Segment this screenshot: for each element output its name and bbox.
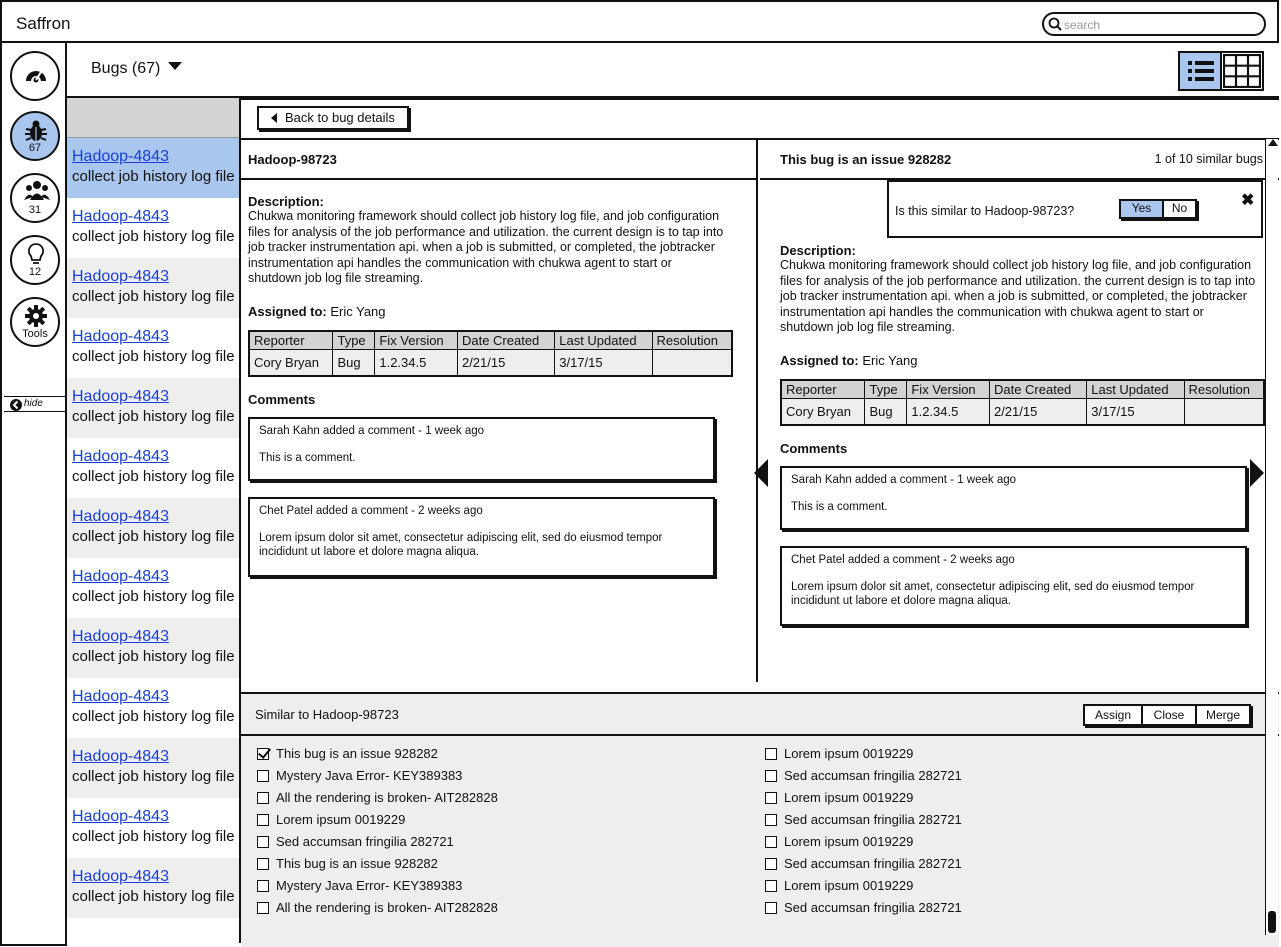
similar-bug-checkbox[interactable] xyxy=(257,858,269,870)
bug-id-link[interactable]: Hadoop-4843 xyxy=(72,448,169,465)
bug-list-item[interactable] xyxy=(67,498,239,558)
bug-list-header xyxy=(67,98,239,138)
similar-bug-item[interactable] xyxy=(257,900,498,918)
bug-summary: collect job history log file xyxy=(72,528,235,545)
comment-card xyxy=(780,466,1247,530)
hide-label: hide xyxy=(24,398,43,409)
nav-people-button[interactable] xyxy=(10,173,60,223)
comment-header: Chet Patel added a comment - 2 weeks ago xyxy=(791,554,1015,566)
similar-bug-label: This bug is an issue 928282 xyxy=(276,746,438,761)
action-button-group xyxy=(1083,704,1251,726)
nav-tools-button[interactable] xyxy=(10,297,60,347)
similar-bug-checkbox[interactable] xyxy=(257,814,269,826)
similar-bug-label: All the rendering is broken- AIT282828 xyxy=(276,790,498,805)
table-cell: Bug xyxy=(865,399,907,425)
similar-bug-checkbox[interactable] xyxy=(257,880,269,892)
header-cell: Reporter xyxy=(781,380,865,399)
people-count: 31 xyxy=(28,204,42,216)
chevron-left-icon xyxy=(10,399,22,411)
search-icon xyxy=(1048,17,1062,31)
bug-summary: collect job history log file xyxy=(72,288,235,305)
bug-list-item[interactable] xyxy=(67,798,239,858)
similar-bug-label: Mystery Java Error- KEY389383 xyxy=(276,878,463,893)
similar-bug-label: Sed accumsan fringilia 282721 xyxy=(276,834,454,849)
header-bar xyxy=(67,43,1279,98)
search-box[interactable] xyxy=(1042,12,1266,36)
bug-list-item[interactable] xyxy=(67,318,239,378)
bug-id-link[interactable]: Hadoop-4843 xyxy=(72,628,169,645)
comments-label: Comments xyxy=(248,392,316,407)
comment-body: Lorem ipsum dolor sit amet, consectetur adipiscing elit, sed do eiusmod tempor incididunt ut labore et dolore magna aliqua. xyxy=(259,532,663,558)
table-cell: 2/21/15 xyxy=(457,350,554,376)
bug-list-item[interactable] xyxy=(67,378,239,438)
description-label: Description: xyxy=(248,194,324,209)
detail-pane xyxy=(241,98,1279,946)
header-cell: Last Updated xyxy=(1087,380,1184,399)
table-cell xyxy=(652,350,732,376)
similar-bug-checkbox[interactable] xyxy=(257,902,269,914)
view-toggle xyxy=(1178,51,1264,91)
tools-label: Tools xyxy=(22,328,48,340)
header-cell: Fix Version xyxy=(375,331,458,350)
grid-icon xyxy=(1223,54,1261,88)
assignee-name: Eric Yang xyxy=(862,353,918,368)
header-cell: Fix Version xyxy=(907,380,990,399)
similar-bug-checkbox[interactable] xyxy=(257,836,269,848)
similar-bug-item[interactable] xyxy=(765,746,913,764)
similar-bug-label: Lorem ipsum 0019229 xyxy=(784,746,914,761)
bug-list-item[interactable] xyxy=(67,738,239,798)
bug-list-item[interactable] xyxy=(67,138,239,198)
bug-list-item[interactable] xyxy=(67,198,239,258)
people-icon xyxy=(24,180,50,202)
divider xyxy=(241,178,756,180)
similar-bug-label: Sed accumsan fringilia 282721 xyxy=(784,768,962,783)
yes-no-toggle xyxy=(1119,199,1197,219)
table-header-row xyxy=(781,380,1264,399)
similar-bugs-title: Similar to Hadoop-98723 xyxy=(255,707,399,722)
bug-id-link[interactable]: Hadoop-4843 xyxy=(72,868,169,885)
similar-bug-checkbox[interactable] xyxy=(765,748,777,760)
similar-bug-checkbox[interactable] xyxy=(765,902,777,914)
similar-count: 1 of 10 similar bugs xyxy=(1154,152,1263,166)
bug-list-item[interactable] xyxy=(67,678,239,738)
similar-bug-item[interactable] xyxy=(765,834,913,852)
similar-bug-item[interactable] xyxy=(257,768,462,786)
back-to-bug-details-button[interactable] xyxy=(257,106,409,130)
similar-bug-checkbox[interactable] xyxy=(765,880,777,892)
table-cell xyxy=(1184,399,1264,425)
similar-bug-label: Sed accumsan fringilia 282721 xyxy=(784,856,962,871)
bug-id-link[interactable]: Hadoop-4843 xyxy=(72,808,169,825)
comment-header: Sarah Kahn added a comment - 1 week ago xyxy=(259,425,485,437)
dashboard-icon xyxy=(24,64,48,88)
bug-summary: collect job history log file xyxy=(72,888,235,905)
grid-view-button[interactable] xyxy=(1222,53,1262,89)
similar-bug-checkbox[interactable] xyxy=(257,748,269,760)
comment-header: Sarah Kahn added a comment - 1 week ago xyxy=(791,474,1017,486)
bug-summary: collect job history log file xyxy=(72,228,235,245)
similar-bug-item[interactable] xyxy=(257,856,438,874)
similar-bug-item[interactable] xyxy=(257,790,498,808)
current-bug-title: Hadoop-98723 xyxy=(248,152,337,167)
top-bar xyxy=(0,0,1279,43)
bug-meta-table xyxy=(780,379,1265,426)
bug-meta-table xyxy=(248,330,733,377)
header-cell: Last Updated xyxy=(555,331,652,350)
similar-bug-item[interactable] xyxy=(765,878,913,896)
similar-bug-checkbox[interactable] xyxy=(765,814,777,826)
current-bug-column xyxy=(241,140,758,682)
assigned-label: Assigned to: xyxy=(248,304,327,319)
table-cell: Cory Bryan xyxy=(781,399,865,425)
similar-bug-item[interactable] xyxy=(765,856,962,874)
bug-summary: collect job history log file xyxy=(72,468,235,485)
nav-ideas-button[interactable] xyxy=(10,235,60,285)
similar-bug-checkbox[interactable] xyxy=(765,792,777,804)
table-cell: 2/21/15 xyxy=(989,399,1086,425)
similar-bug-checkbox[interactable] xyxy=(765,770,777,782)
scroll-thumb[interactable] xyxy=(1268,911,1276,933)
bugs-dropdown[interactable] xyxy=(91,60,182,78)
description-label: Description: xyxy=(780,243,856,258)
similar-bug-checkbox[interactable] xyxy=(765,836,777,848)
list-view-button[interactable] xyxy=(1180,53,1222,89)
table-cell: 3/17/15 xyxy=(555,350,652,376)
bug-icon xyxy=(24,119,48,143)
header-cell: Resolution xyxy=(1184,380,1264,399)
table-cell: Bug xyxy=(333,350,375,376)
assign-button[interactable]: Assign xyxy=(1085,706,1143,724)
bug-id-link[interactable]: Hadoop-4843 xyxy=(72,328,169,345)
search-input[interactable] xyxy=(1064,16,1259,33)
table-row xyxy=(781,399,1264,425)
bug-id-link[interactable]: Hadoop-4843 xyxy=(72,508,169,525)
bug-id-link[interactable]: Hadoop-4843 xyxy=(72,208,169,225)
gear-icon xyxy=(24,304,48,328)
similar-bug-label: Lorem ipsum 0019229 xyxy=(784,878,914,893)
similar-bug-label: All the rendering is broken- AIT282828 xyxy=(276,900,498,915)
no-button[interactable]: No xyxy=(1171,201,1188,215)
similar-bug-checkbox[interactable] xyxy=(257,792,269,804)
similar-bug-label: Sed accumsan fringilia 282721 xyxy=(784,812,962,827)
similar-bug-column xyxy=(760,140,1279,682)
table-row xyxy=(249,350,732,376)
table-cell: 1.2.34.5 xyxy=(907,399,990,425)
bug-list xyxy=(67,98,241,943)
similar-bug-item[interactable] xyxy=(765,768,962,786)
similar-bug-item[interactable] xyxy=(257,878,462,896)
comments-label: Comments xyxy=(780,441,848,456)
header-cell: Resolution xyxy=(652,331,732,350)
bug-list-item[interactable] xyxy=(67,438,239,498)
table-header-row xyxy=(249,331,732,350)
assigned-to xyxy=(248,304,386,319)
merge-button[interactable]: Merge xyxy=(1205,708,1240,722)
bug-summary: collect job history log file xyxy=(72,648,235,665)
bug-summary: collect job history log file xyxy=(72,768,235,785)
comment-card xyxy=(248,417,715,481)
bug-list-item[interactable] xyxy=(67,858,239,918)
bugs-count: 67 xyxy=(28,142,42,154)
table-cell: 3/17/15 xyxy=(1087,399,1184,425)
comment-header: Chet Patel added a comment - 2 weeks ago xyxy=(259,505,483,517)
description-text: Chukwa monitoring framework should collect job history log file, and job configuration files for analysis of the job performance and utilization. the current design is to tap into job tracker instrumentation api. when a job is submitted, or completed, the jobtracker instrumentation api handles the communication with chukwa agent to start or shutdown job log file streaming. xyxy=(248,209,724,285)
comment-body: This is a comment. xyxy=(259,452,356,464)
app-title: Saffron xyxy=(16,14,71,33)
comment-body: This is a comment. xyxy=(791,501,888,513)
scroll-up-icon[interactable] xyxy=(1268,139,1278,146)
similar-bug-item[interactable] xyxy=(765,790,913,808)
lightbulb-icon xyxy=(24,242,48,268)
assignee-name: Eric Yang xyxy=(330,304,386,319)
similar-bug-label: Lorem ipsum 0019229 xyxy=(276,812,406,827)
comment-body: Lorem ipsum dolor sit amet, consectetur adipiscing elit, sed do eiusmod tempor incididunt ut labore et dolore magna aliqua. xyxy=(791,581,1195,607)
similar-bug-item[interactable] xyxy=(765,900,962,918)
ideas-count: 12 xyxy=(28,266,42,278)
similar-bug-label: Mystery Java Error- KEY389383 xyxy=(276,768,463,783)
list-icon xyxy=(1188,60,1214,82)
header-cell: Date Created xyxy=(457,331,554,350)
table-cell: 1.2.34.5 xyxy=(375,350,458,376)
similar-bug-label: Lorem ipsum 0019229 xyxy=(784,790,914,805)
similar-bug-item[interactable] xyxy=(257,746,438,764)
nav-bugs-button[interactable] xyxy=(10,111,60,161)
similar-bug-label: Lorem ipsum 0019229 xyxy=(784,834,914,849)
header-cell: Reporter xyxy=(249,331,333,350)
back-arrow-icon xyxy=(271,113,277,123)
bug-id-link[interactable]: Hadoop-4843 xyxy=(72,268,169,285)
previous-similar-arrow-icon[interactable] xyxy=(754,459,768,487)
similar-question: Is this similar to Hadoop-98723? xyxy=(895,204,1075,218)
comment-card xyxy=(780,546,1247,626)
header-cell: Type xyxy=(333,331,375,350)
caret-down-icon xyxy=(168,62,182,70)
assigned-label: Assigned to: xyxy=(780,353,859,368)
assigned-to xyxy=(780,353,918,368)
bug-summary: collect job history log file xyxy=(72,168,235,185)
table-cell: Cory Bryan xyxy=(249,350,333,376)
yes-button[interactable]: Yes xyxy=(1121,201,1164,217)
left-nav xyxy=(0,43,67,946)
bug-list-item[interactable] xyxy=(67,258,239,318)
bug-id-link[interactable]: Hadoop-4843 xyxy=(72,388,169,405)
similar-bug-checkbox[interactable] xyxy=(257,770,269,782)
bug-summary: collect job history log file xyxy=(72,708,235,725)
similar-bug-item[interactable] xyxy=(765,812,962,830)
nav-dashboard-button[interactable] xyxy=(10,51,60,101)
similar-bug-item[interactable] xyxy=(257,812,405,830)
similar-bug-title: This bug is an issue 928282 xyxy=(780,152,952,167)
bug-summary: collect job history log file xyxy=(72,828,235,845)
similar-bugs-section xyxy=(241,692,1279,947)
bug-id-link[interactable]: Hadoop-4843 xyxy=(72,748,169,765)
comment-card xyxy=(248,497,715,577)
close-icon[interactable]: ✖ xyxy=(1241,192,1255,209)
bug-list-item[interactable] xyxy=(67,558,239,618)
back-button-label: Back to bug details xyxy=(285,110,395,125)
bug-id-link[interactable]: Hadoop-4843 xyxy=(72,688,169,705)
similar-bug-label: Sed accumsan fringilia 282721 xyxy=(784,900,962,915)
next-similar-arrow-icon[interactable] xyxy=(1250,459,1264,487)
bug-id-link[interactable]: Hadoop-4843 xyxy=(72,568,169,585)
header-cell: Type xyxy=(865,380,907,399)
bugs-dropdown-label: Bugs (67) xyxy=(91,60,161,77)
header-cell: Date Created xyxy=(989,380,1086,399)
similar-bug-checkbox[interactable] xyxy=(765,858,777,870)
similar-bug-label: This bug is an issue 928282 xyxy=(276,856,438,871)
bug-summary: collect job history log file xyxy=(72,588,235,605)
bug-list-item[interactable] xyxy=(67,618,239,678)
similar-prompt xyxy=(887,180,1263,238)
bug-id-link[interactable]: Hadoop-4843 xyxy=(72,148,169,165)
hide-nav-button[interactable] xyxy=(4,396,67,412)
similar-bugs-header xyxy=(241,694,1279,736)
similar-bug-item[interactable] xyxy=(257,834,454,852)
close-button[interactable]: Close xyxy=(1143,706,1197,724)
bug-summary: collect job history log file xyxy=(72,348,235,365)
description-text: Chukwa monitoring framework should collect job history log file, and job configuration files for analysis of the job performance and utilization. the current design is to tap into job tracker instrumentation api. when a job is submitted, or completed, the jobtracker instrumentation api handles the communication with chukwa agent to start or shutdown job log file streaming. xyxy=(780,258,1256,334)
bug-summary: collect job history log file xyxy=(72,408,235,425)
scrollbar[interactable] xyxy=(1265,139,1278,935)
